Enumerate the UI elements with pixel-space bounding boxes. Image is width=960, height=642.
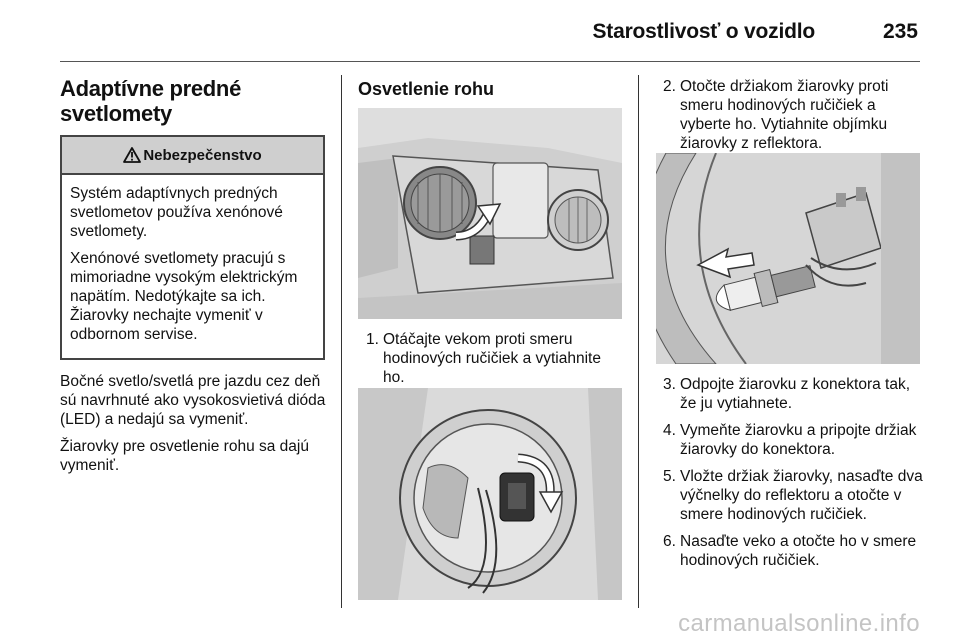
body-paragraph: Žiarovky pre osvetlenie rohu sa dajú vymeniť. [60,438,309,474]
column-divider-right [638,75,639,608]
danger-notice [60,135,325,360]
list-item [655,375,923,413]
page-header-title: Starostlivosť o vozidlo [592,20,815,43]
list-item [655,77,920,153]
section-title-line-2: svetlomety [60,101,172,126]
step-number: 2. [663,78,676,95]
list-item [655,532,923,570]
left-column [60,76,325,475]
step-number: 6. [663,533,676,550]
bulb-removal-illustration [656,153,920,364]
step-list [655,375,923,570]
bulb-holder-illustration [358,388,622,600]
step-text: Vymeňte žiarovku a pripojte držiak žiarovky do konektora. [680,422,917,458]
step-list [358,330,622,387]
danger-notice-heading: Nebezpečenstvo [143,146,262,164]
headlamp-cover-illustration [358,108,622,319]
step-text: Otáčajte vekom proti smeru hodinových ručičiek a vytiahnite ho. [383,331,601,386]
step-number: 3. [663,376,676,393]
step-list [655,77,920,153]
watermark: carmanualsonline.info [678,610,920,637]
danger-notice-header [62,137,323,175]
section-title [60,76,260,126]
list-item [655,467,923,524]
header-divider [60,61,920,62]
list-item [358,330,622,387]
list-item [655,421,923,459]
middle-steps [358,330,622,387]
step-text: Otočte držiakom žiarovky proti smeru hodinových ručičiek a vyberte ho. Vytiahnite objímku žiarovky z reflektora. [680,78,889,152]
danger-notice-body [62,175,323,358]
step-text: Nasaďte veko a otočte ho v smere hodinových ručičiek. [680,533,917,569]
right-column-bottom [655,375,923,578]
step-number: 5. [663,468,676,485]
subsection-title: Osvetlenie rohu [358,79,495,99]
bulb-removal-photo [656,153,920,364]
bulb-holder-photo [358,388,622,600]
warning-triangle-icon [123,147,141,163]
headlamp-cover-photo [358,108,622,319]
danger-paragraph: Systém adaptívnych predných svetlometov používa xenónové svetlomety. [70,185,283,240]
step-number: 1. [366,331,379,348]
step-number: 4. [663,422,676,439]
middle-column [358,76,622,100]
section-title-line-1: Adaptívne predné [60,76,242,101]
column-divider-left [341,75,342,608]
page-number: 235 [882,20,918,43]
right-column-top [655,77,920,153]
danger-paragraph: Xenónové svetlomety pracujú s mimoriadne vysokým elektrickým napätím. Nedotýkajte sa ich. Žiarovky nechajte vymeniť v odbornom servise. [70,250,298,343]
step-text: Odpojte žiarovku z konektora tak, že ju vytiahnete. [680,376,911,412]
step-text: Vložte držiak žiarovky, nasaďte dva výčnelky do reflektoru a otočte v smere hodinových ručičiek. [680,468,923,523]
body-paragraph: Bočné svetlo/svetlá pre jazdu cez deň sú navrhnuté ako vysokosvietivá dióda (LED) a nedajú sa vymeniť. [60,373,326,428]
